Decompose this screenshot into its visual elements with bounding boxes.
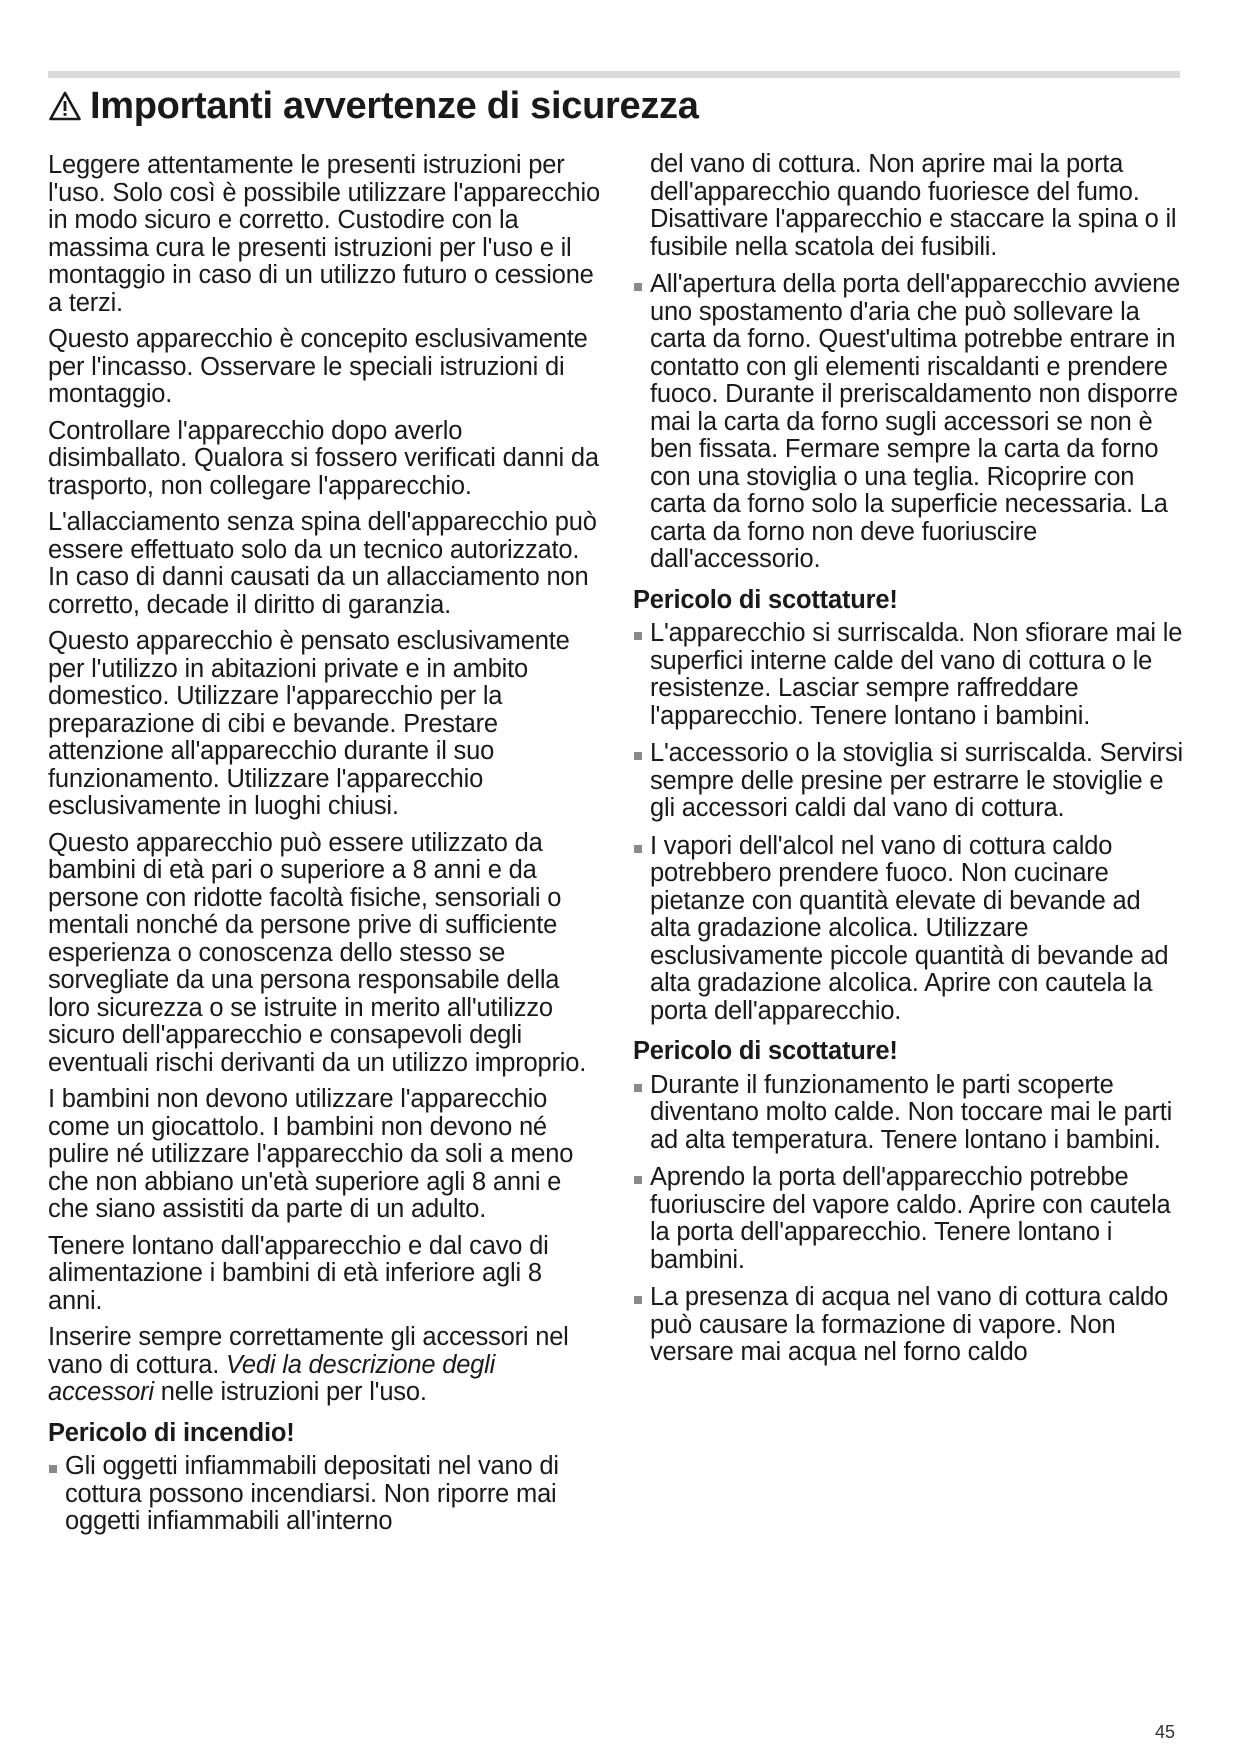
left-column [48, 152, 600, 1546]
burn-bullet-hot-appliance: L'apparecchio si surriscalda. Non sfiorare mai le superfici interne calde del vano di cottura o le resistenze. Lasciar sempre raffreddare l'apparecchio. Tenere lontano i bambini. [633, 620, 1185, 730]
burn-hazard-heading-1: Pericolo di scottature! [633, 585, 898, 614]
page-number: 45 [1155, 1722, 1176, 1742]
burn-hazard-heading-2: Pericolo di scottature! [633, 1037, 898, 1065]
intro-paragraph: Leggere attentamente le presenti istruzioni per l'uso. Solo così è possibile utilizzare l'apparecchio in modo sicuro e corretto. Custodire con la massima cura le presenti istruzioni per l'uso e il montaggio in caso di un utilizzo futuro o cessione a terzi. [48, 151, 600, 317]
children-toy-paragraph: I bambini non devono utilizzare l'apparecchio come un giocattolo. I bambini non devono né pulire né utilizzare l'apparecchio da soli a meno che non abbiano un'età superiore agli 8 anni e che siano assistiti da parte di un adulto. [48, 1085, 574, 1223]
burn-bullet-hot-accessory: L'accessorio o la stoviglia si surriscalda. Servirsi sempre delle presine per estrarre le stoviglie e gli accessori caldi dal vano di cottura. [633, 740, 1185, 823]
connection-paragraph: L'allacciamento senza spina dell'apparecchio può essere effettuato solo da un tecnico autorizzato. In caso di danni causati da un allacciamento non corretto, decade il diritto di garanzia. [48, 508, 597, 619]
fire-bullet-baking-paper: All'apertura della porta dell'apparecchio avviene uno spostamento d'aria che può sollevare la carta da forno. Quest'ultima potrebbe entrare in contatto con gli elementi riscaldanti e prendere fuoco. Durante il preriscaldamento non disporre mai la carta da forno sugli accessori se non è ben fissata. Fermare sempre la carta da forno con una stoviglia o una teglia. Ricoprire con carta da forno solo la superficie necessaria. La carta da forno non deve fuoriuscire dall'accessorio. [633, 271, 1185, 574]
accessories-reference: Vedi la descrizione degli accessori [48, 1350, 496, 1406]
children-cable-paragraph: Tenere lontano dall'apparecchio e dal cavo di alimentazione i bambini di età inferiore agli 8 anni. [48, 1231, 549, 1315]
fire-bullet-flammable-continued: del vano di cottura. Non aprire mai la porta dell'apparecchio quando fuoriesce del fumo. Disattivare l'apparecchio e staccare la spina o il fusibile nella scatola dei fusibili. [650, 150, 1177, 261]
burn-bullet-alcohol: I vapori dell'alcol nel vano di cottura caldo potrebbero prendere fuoco. Non cucinare pietanze con quantità elevate di bevande ad alta gradazione alcolica. Utilizzare esclusivamente piccole quantità di bevande ad alta gradazione alcolica. Aprire con cautela la porta dell'apparecchio. [633, 833, 1185, 1026]
burn-bullet-steam: Aprendo la porta dell'apparecchio potrebbe fuoriuscire del vapore caldo. Aprire con cautela la porta dell'apparecchio. Tenere lontano i bambini. [633, 1164, 1185, 1274]
installation-paragraph: Questo apparecchio è concepito esclusivamente per l'incasso. Osservare le speciali istruzioni di montaggio. [48, 325, 588, 408]
burn-bullet-water: La presenza di acqua nel vano di cottura caldo può causare la formazione di vapore. Non versare mai acqua nel forno caldo [633, 1284, 1185, 1367]
unpacking-paragraph: Controllare l'apparecchio dopo averlo disimballato. Qualora si fossero verificati danni da trasporto, non collegare l'apparecchio. [48, 416, 599, 500]
right-column [633, 151, 1185, 1377]
burn-bullet-exposed-parts: Durante il funzionamento le parti scoperte diventano molto calde. Non toccare mai le parti ad alta temperatura. Tenere lontano i bambini. [633, 1072, 1185, 1155]
page-title [48, 78, 699, 134]
domestic-use-paragraph: Questo apparecchio è pensato esclusivamente per l'utilizzo in abitazioni private e in ambito domestico. Utilizzare l'apparecchio per la preparazione di cibi e bevande. Prestare attenzione all'apparecchio durante il suo funzionamento. Utilizzare l'apparecchio esclusivamente in luoghi chiusi. [48, 627, 570, 820]
warning-triangle-icon [48, 90, 82, 122]
fire-bullet-flammable: Gli oggetti infiammabili depositati nel vano di cottura possono incendiarsi. Non riporre mai oggetti infiammabili all'interno [48, 1453, 600, 1536]
top-rule [48, 71, 1180, 78]
page-title-text: Importanti avvertenze di sicurezza [90, 85, 699, 127]
fire-hazard-heading: Pericolo di incendio! [48, 1418, 295, 1447]
children-persons-paragraph: Questo apparecchio può essere utilizzato da bambini di età pari o superiore a 8 anni e da persone con ridotte facoltà fisiche, sensoriali o mentali nonché da persone prive di sufficiente esperienza o conoscenza dello stesso se sorvegliate da una persona responsabile della loro sicurezza o se istruite in merito all'utilizzo sicuro dell'apparecchio e consapevoli degli eventuali rischi derivanti da un utilizzo improprio. [48, 828, 587, 1077]
accessories-paragraph: Inserire sempre correttamente gli accessori nel vano di cottura. Vedi la descrizione degli accessori nelle istruzioni per l'uso. [48, 1323, 569, 1406]
